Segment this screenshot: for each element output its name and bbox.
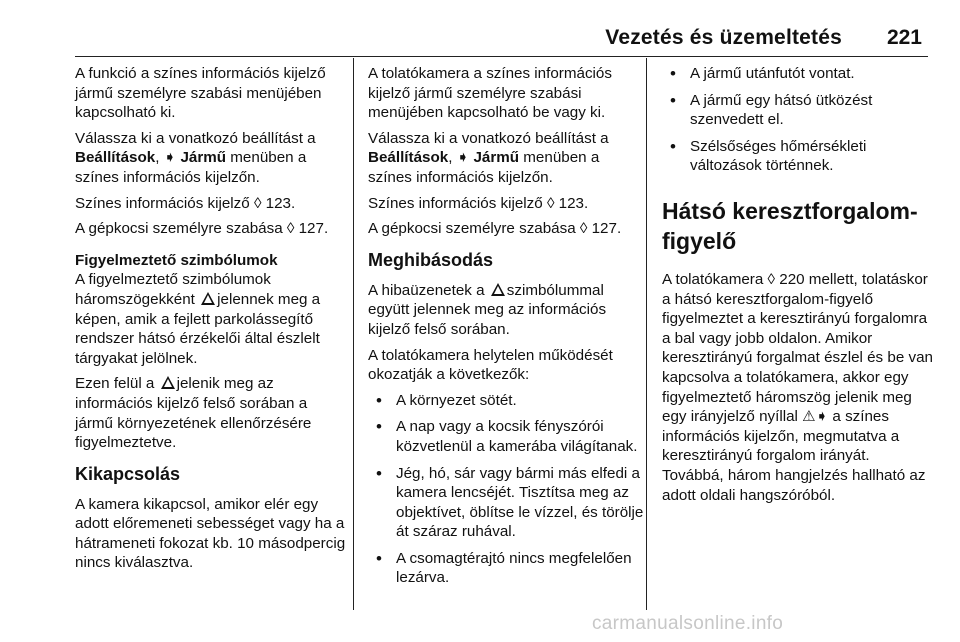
paragraph: A funkció a színes információs kijelző jármű személyre szabási menüjében kapcsolható ki. bbox=[75, 65, 326, 122]
bullet-list bbox=[662, 64, 934, 176]
text: , bbox=[448, 149, 457, 167]
paragraph bbox=[368, 129, 646, 188]
menu-settings: Beállítások bbox=[368, 149, 449, 167]
warning-triangle-icon bbox=[201, 292, 215, 305]
text: a színes információs kijelzőn, megmutatva a keresztirányú forgalom irányát. Továbbá, három hangjelzés hallható az adott oldali hangszóróból. bbox=[662, 408, 926, 504]
list-item: • A környezet sötét. bbox=[368, 391, 646, 411]
text: A tolatókamera ◊ 220 mellett, tolatáskor a hátsó keresztforgalom-figyelő figyelmeztet a keresztirányú forgalomra a bal vagy jobb oldalon. Amikor keresztirányú forgalmat észlel és be van kapcsolva a tolatókamera, akkor egy figyelmeztető háromszög jelenik meg egy irányjelző nyíllal bbox=[662, 270, 933, 426]
paragraph: A tolatókamera helytelen működését okozatják a következők: bbox=[368, 346, 613, 384]
text: Válassza ki a vonatkozó beállítást a bbox=[75, 129, 316, 147]
header-rule bbox=[75, 56, 928, 57]
list-item: • A jármű utánfutót vontat. bbox=[662, 64, 934, 84]
text: A figyelmeztető szimbólumok háromszögekként bbox=[75, 271, 271, 308]
text: menüben a színes információs kijelzőn. bbox=[368, 149, 600, 186]
cross-reference: A gépkocsi személyre szabása ◊ 127. bbox=[75, 220, 329, 238]
cross-traffic-warning-icon: ⚠➧ bbox=[802, 408, 829, 426]
menu-vehicle: Jármű bbox=[473, 149, 520, 167]
section-heading: Kikapcsolás bbox=[75, 463, 181, 484]
text: menüben a színes információs kijelzőn. bbox=[75, 149, 307, 186]
column-2 bbox=[368, 64, 646, 595]
paragraph: A kamera kikapcsol, amikor elér egy adott előremeneti sebességet vagy ha a hátrameneti fokozat kb. 10 másodpercig nincs kiválasztva. bbox=[75, 495, 346, 572]
paragraph bbox=[368, 281, 646, 340]
list-item: • A csomagtérajtó nincs megfelelően lezárva. bbox=[368, 549, 646, 588]
column-divider bbox=[353, 58, 354, 610]
menu-arrow-icon: ➧ bbox=[163, 149, 177, 167]
paragraph bbox=[75, 374, 347, 452]
column-divider bbox=[646, 58, 647, 610]
list-item: • A nap vagy a kocsik fényszórói közvetlenül a kamerába világítanak. bbox=[368, 417, 646, 456]
paragraph bbox=[75, 270, 347, 368]
text: jelenik meg az információs kijelző felső sorában a jármű környezetének ellenőrzésére figyelmeztetve. bbox=[75, 375, 312, 452]
text: , bbox=[155, 149, 164, 167]
text: szimbólummal együtt jelennek meg az információs kijelző felső sorában. bbox=[368, 281, 607, 338]
section-heading: Meghibásodás bbox=[368, 249, 494, 270]
text: A hibaüzenetek a bbox=[368, 281, 485, 299]
column-1 bbox=[75, 64, 347, 579]
menu-vehicle: Jármű bbox=[180, 149, 227, 167]
paragraph bbox=[662, 270, 934, 505]
section-heading: Hátsó keresztforgalom-figyelő bbox=[662, 197, 918, 254]
cross-reference: A gépkocsi személyre szabása ◊ 127. bbox=[368, 220, 622, 238]
column-3 bbox=[662, 64, 934, 511]
paragraph bbox=[75, 129, 347, 188]
header-title: Vezetés és üzemeltetés bbox=[605, 26, 842, 49]
page-header bbox=[0, 26, 960, 54]
text: jelennek meg a képen, amik a fejlett parkolássegítő rendszer hátsó érzékelői által észlelt tárgyakat jelölnek. bbox=[75, 290, 321, 367]
subheading: Figyelmeztető szimbólumok bbox=[75, 251, 278, 269]
cross-reference: Színes információs kijelző ◊ 123. bbox=[75, 194, 296, 212]
cross-reference: Színes információs kijelző ◊ 123. bbox=[368, 194, 589, 212]
list-item: • Szélsőséges hőmérsékleti változások történnek. bbox=[662, 137, 934, 176]
watermark: carmanualsonline.info bbox=[592, 613, 784, 634]
warning-triangle-icon bbox=[491, 283, 505, 296]
text: Válassza ki a vonatkozó beállítást a bbox=[368, 129, 609, 147]
menu-arrow-icon: ➧ bbox=[456, 149, 470, 167]
menu-settings: Beállítások bbox=[75, 149, 156, 167]
text: Ezen felül a bbox=[75, 375, 155, 393]
list-item: • Jég, hó, sár vagy bármi más elfedi a kamera lencséjét. Tisztítsa meg az objektívet, öblítse le vízzel, és törölje át száraz ruhával. bbox=[368, 464, 646, 542]
warning-triangle-icon bbox=[161, 376, 175, 389]
list-item: • A jármű egy hátsó ütközést szenvedett el. bbox=[662, 91, 934, 130]
page-number: 221 bbox=[886, 26, 922, 49]
paragraph: A tolatókamera a színes információs kijelző jármű személyre szabási menüjében kapcsolható be vagy ki. bbox=[368, 65, 612, 122]
bullet-list bbox=[368, 391, 646, 588]
